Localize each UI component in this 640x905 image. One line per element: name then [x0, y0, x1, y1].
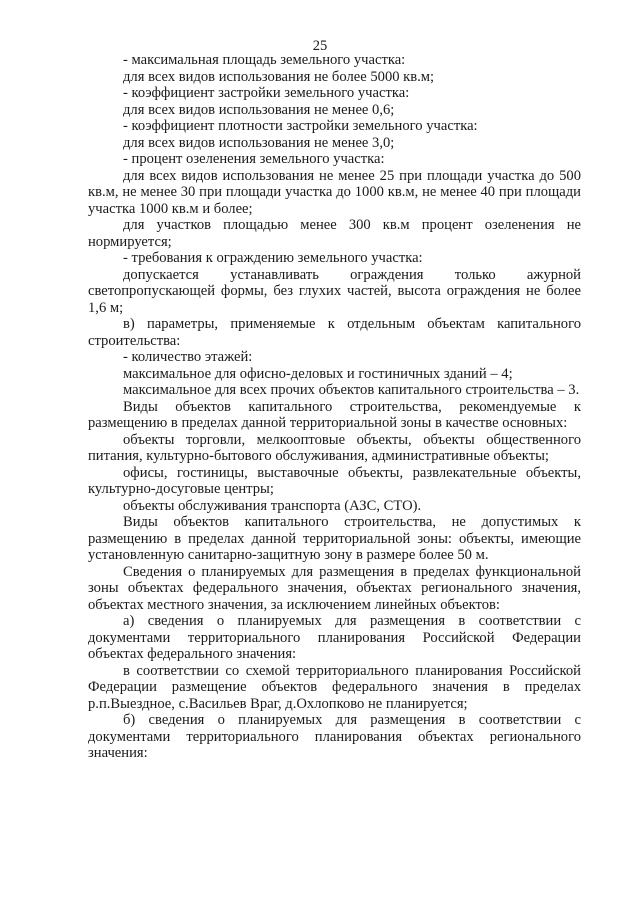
- paragraph: объекты торговли, мелкооптовые объекты, объекты общественного питания, культурно-бытового обслуживания, административные объекты;: [88, 431, 581, 464]
- paragraph: допускается устанавливать ограждения только ажурной светопропускающей формы, без глухих частей, высота ограждения не более 1,6 м;: [88, 266, 581, 316]
- paragraph: объекты обслуживания транспорта (АЗС, СТО).: [123, 497, 422, 514]
- paragraph: - требования к ограждению земельного участка:: [123, 250, 423, 266]
- paragraph: в) параметры, применяемые к отдельным объектам капитального строительства:: [88, 316, 581, 349]
- paragraph: для участков площадью менее 300 кв.м процент озеленения не нормируется;: [88, 217, 581, 250]
- page-number: 25: [312, 38, 328, 54]
- paragraph: для всех видов использования не менее 3,0;: [123, 134, 395, 151]
- paragraph: офисы, гостиницы, выставочные объекты, развлекательные объекты, культурно-досуговые центры;: [88, 464, 581, 497]
- paragraph: а) сведения о планируемых для размещения в соответствии с документами территориального планирования Российской Федерации объектах федерального значения:: [88, 613, 581, 662]
- paragraph: - процент озеленения земельного участка:: [123, 151, 385, 167]
- paragraph: - коэффициент плотности застройки земельного участка:: [123, 118, 478, 134]
- paragraph: для всех видов использования не более 5000 кв.м;: [123, 68, 435, 85]
- paragraph: максимальное для всех прочих объектов капитального строительства – 3.: [123, 382, 580, 398]
- paragraph: - коэффициент застройки земельного участка:: [123, 85, 410, 101]
- page-body: [88, 52, 581, 762]
- paragraph: Сведения о планируемых для размещения в пределах функциональной зоны объектах федерального значения, объектах регионального значения, объектах местного значения, за исключением линейных объектов:: [88, 563, 581, 613]
- paragraph: Виды объектов капитального строительства, рекомендуемые к размещению в пределах данной территориальной зоны в качестве основных:: [88, 398, 581, 431]
- paragraph: б) сведения о планируемых для размещения в соответствии с документами территориального планирования объектах регионального значения:: [88, 712, 581, 761]
- paragraph: в соответствии со схемой территориального планирования Российской Федерации размещение объектов федерального значения в пределах р.п.Выездное, с.Васильев Враг, д.Охлопково не планируется;: [88, 662, 581, 712]
- paragraph: - максимальная площадь земельного участка:: [123, 52, 406, 68]
- paragraph: - количество этажей:: [123, 349, 253, 365]
- paragraph: максимальное для офисно-деловых и гостиничных зданий – 4;: [123, 365, 513, 382]
- paragraph: Виды объектов капитального строительства, не допустимых к размещению в пределах данной территориальной зоны: объекты, имеющие установленную санитарно-защитную зону в размере более 50 м.: [88, 514, 581, 563]
- paragraph: для всех видов использования не менее 25 при площади участка до 500 кв.м, не менее 30 при площади участка до 1000 кв.м, не менее 40 при площади участка 1000 кв.м и более;: [88, 167, 581, 217]
- paragraph: для всех видов использования не менее 0,6;: [123, 101, 395, 118]
